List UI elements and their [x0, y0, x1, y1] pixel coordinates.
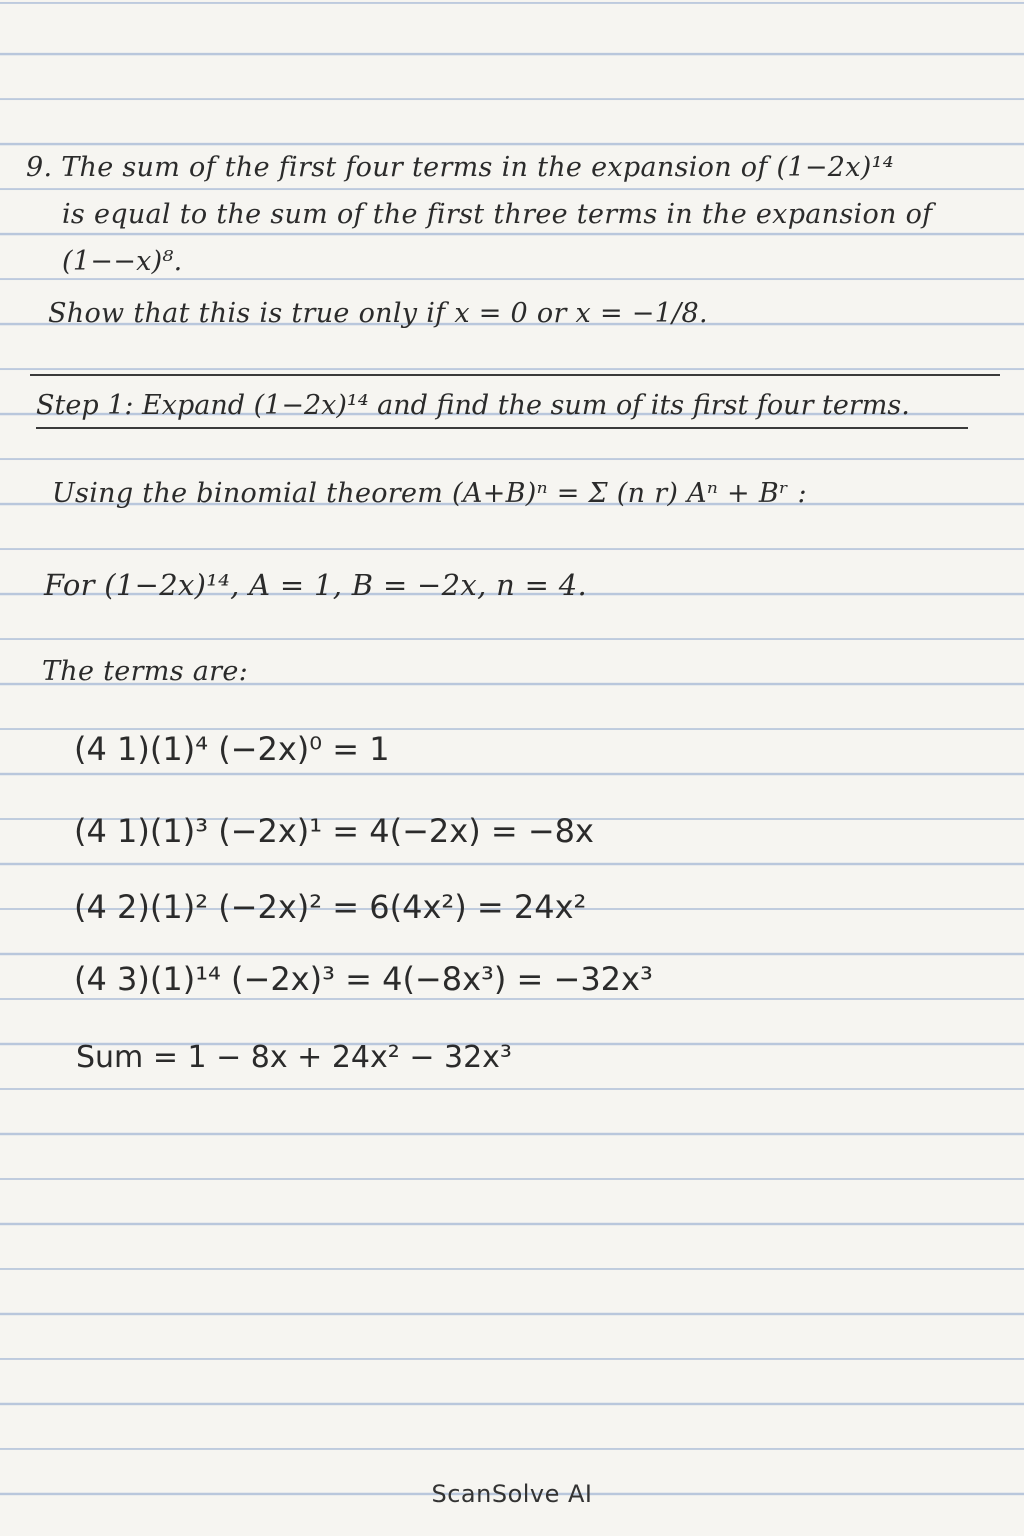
- step-1-heading: Step 1: Expand (1−2x)¹⁴ and find the sum of its first four terms.: [36, 390, 968, 429]
- problem-line-2: is equal to the sum of the first three terms in the expansion of: [62, 199, 933, 230]
- term-1: (4 1)(1)⁴ (−2x)⁰ = 1: [74, 730, 390, 768]
- term-3: (4 2)(1)² (−2x)² = 6(4x²) = 24x²: [74, 888, 587, 926]
- footer-brand: ScanSolve AI: [431, 1480, 593, 1508]
- problem-line-1: 9. The sum of the first four terms in the expansion of (1−2x)¹⁴: [26, 152, 894, 183]
- section-divider: [30, 374, 1000, 376]
- problem-line-3: (1−−x)⁸.: [62, 246, 183, 277]
- terms-label: The terms are:: [42, 656, 249, 687]
- sum-line: Sum = 1 − 8x + 24x² − 32x³: [76, 1040, 512, 1075]
- binomial-theorem-line: Using the binomial theorem (A+B)ⁿ = Σ (n r) Aⁿ + Bʳ :: [52, 478, 807, 509]
- problem-line-4: Show that this is true only if x = 0 or x = −1/8.: [48, 298, 708, 329]
- term-4: (4 3)(1)¹⁴ (−2x)³ = 4(−8x³) = −32x³: [74, 960, 653, 998]
- values-line: For (1−2x)¹⁴, A = 1, B = −2x, n = 4.: [44, 568, 587, 602]
- term-2: (4 1)(1)³ (−2x)¹ = 4(−2x) = −8x: [74, 812, 594, 850]
